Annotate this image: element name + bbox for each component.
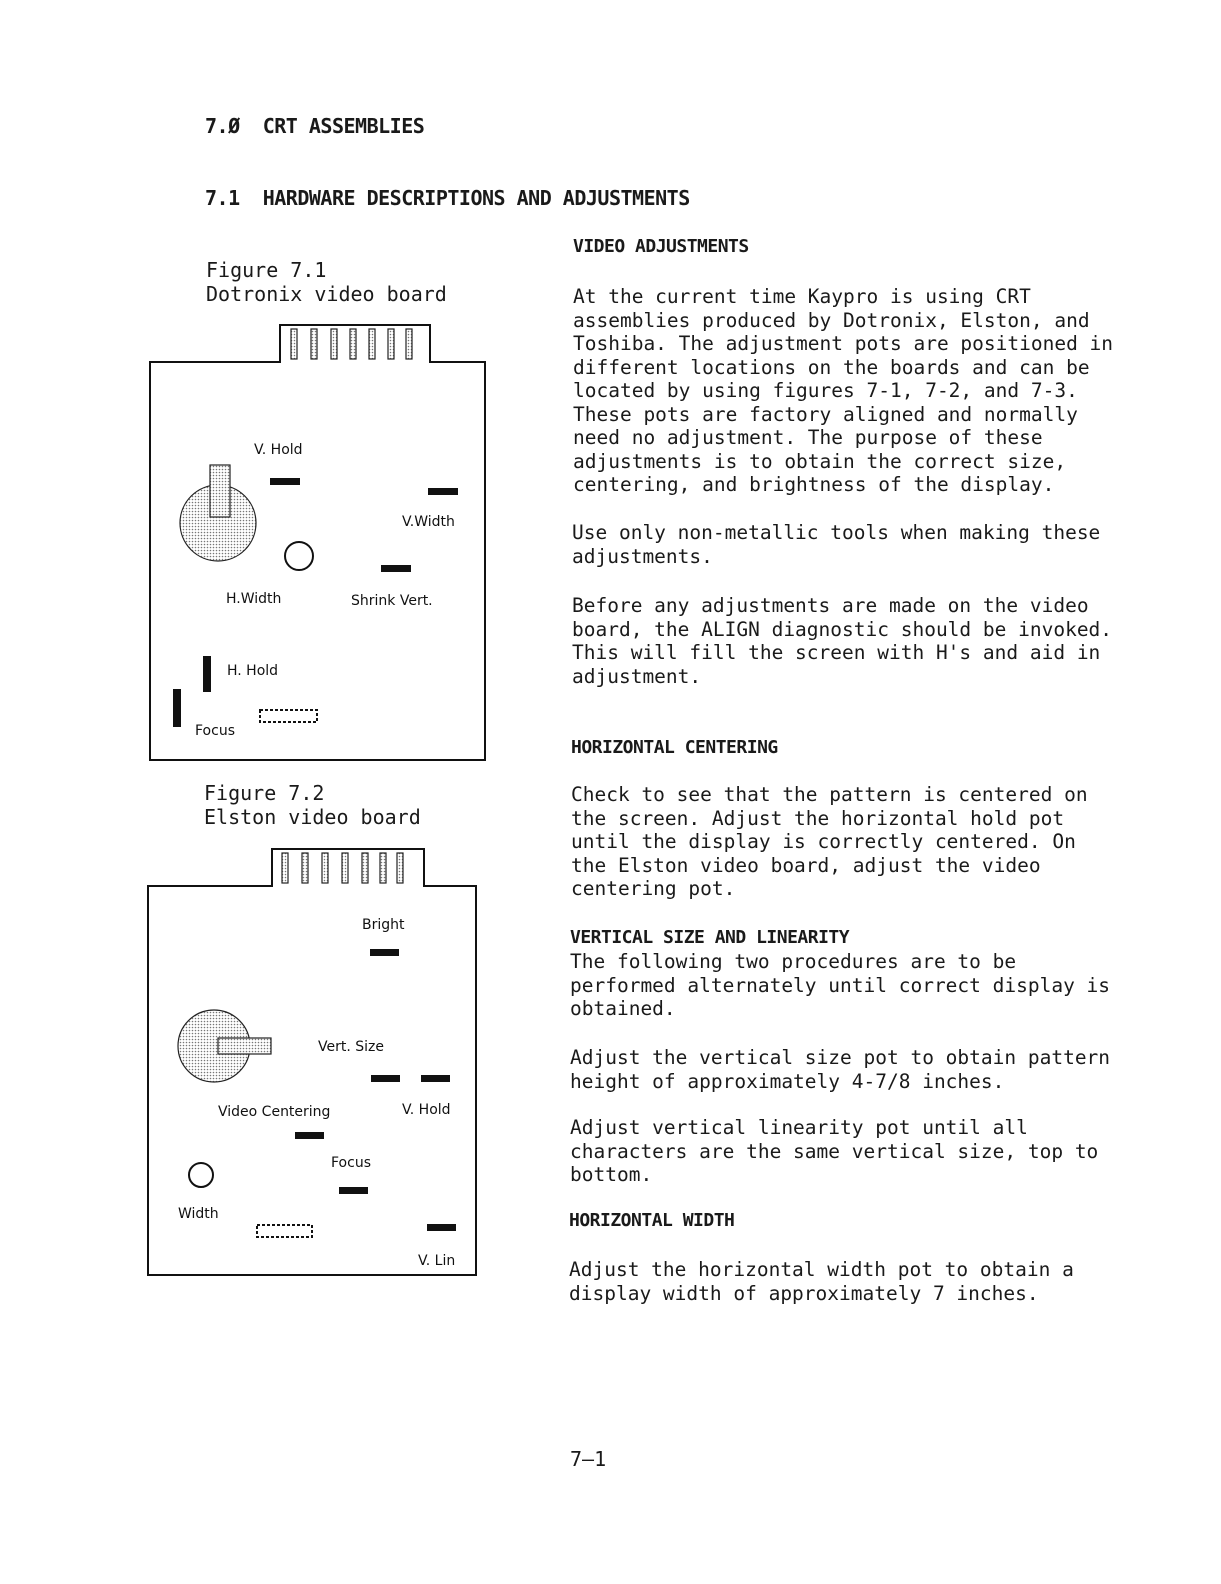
label-v-hold: V. Hold <box>402 1102 451 1118</box>
horizontal-width-heading: HORIZONTAL WIDTH <box>569 1210 735 1231</box>
figure2-caption <box>204 781 421 829</box>
label-focus: Focus <box>195 723 235 739</box>
v-hold-pot <box>270 478 300 485</box>
figure1-caption <box>206 258 447 306</box>
v-lin-pot <box>427 1224 456 1231</box>
h-width-pot <box>285 542 313 570</box>
horizontal-width-para: Adjust the horizontal width pot to obtain a display width of approximately 7 inches. <box>569 1258 1074 1305</box>
vertical-size-para1: The following two procedures are to be performed alternately until correct display is obtained. <box>570 950 1111 1020</box>
h-hold-pot <box>203 656 211 692</box>
label-v-lin: V. Lin <box>418 1253 456 1269</box>
video-adjustments-para2: Use only non-metallic tools when making these adjustments. <box>572 521 1101 568</box>
vertical-size-para2: Adjust the vertical size pot to obtain pattern height of approximately 4-7/8 inches. <box>570 1046 1111 1093</box>
video-adjustments-para3: Before any adjustments are made on the video board, the ALIGN diagnostic should be invoked. This will fill the screen with H's and aid in adjustment. <box>572 594 1113 688</box>
page-number: 7—1 <box>570 1447 607 1471</box>
subsection-heading <box>205 186 690 210</box>
horizontal-centering-heading: HORIZONTAL CENTERING <box>571 737 778 758</box>
focus-pot <box>173 689 181 727</box>
bright-pot <box>370 949 399 956</box>
subsection-number: 7.1 <box>205 186 240 210</box>
label-width: Width <box>178 1206 219 1222</box>
label-h-hold: H. Hold <box>227 663 279 679</box>
edge-connector <box>291 329 412 359</box>
edge-connector <box>282 853 403 883</box>
v-hold-pot <box>421 1075 450 1082</box>
video-centering-pot <box>295 1132 324 1139</box>
figure1-board-diagram <box>140 315 500 770</box>
v-width-pot <box>428 488 458 495</box>
focus-pot <box>339 1187 368 1194</box>
shrink-vert-pot <box>381 565 411 572</box>
section-title: CRT ASSEMBLIES <box>262 114 425 138</box>
label-vert-size: Vert. Size <box>318 1039 384 1055</box>
figure2-caption-number: Figure 7.2 <box>204 781 325 805</box>
label-shrink-vert: Shrink Vert. <box>351 593 433 609</box>
width-pot <box>189 1163 213 1187</box>
figure1-caption-number: Figure 7.1 <box>206 258 327 282</box>
figure2-caption-title: Elston video board <box>204 805 421 829</box>
subsection-title: HARDWARE DESCRIPTIONS AND ADJUSTMENTS <box>262 186 690 210</box>
socket-clip <box>218 1038 271 1054</box>
label-h-width: H.Width <box>226 591 282 607</box>
vert-size-pot <box>371 1075 400 1082</box>
video-adjustments-para1: At the current time Kaypro is using CRT assemblies produced by Dotronix, Elston, and Toshiba. The adjustment pots are positioned in different locations on the boards and can be located by using figures 7-1, 7-2, and 7-3. These pots are factory aligned and normally need no adjustment. The purpose of these adjustments is to obtain the correct size, centering, and brightness of the display. <box>573 285 1114 496</box>
label-focus: Focus <box>331 1155 371 1171</box>
figure1-caption-title: Dotronix video board <box>206 282 447 306</box>
section-number: 7.Ø <box>205 114 240 138</box>
vertical-size-para3: Adjust vertical linearity pot until all characters are the same vertical size, top to bottom. <box>570 1116 1099 1186</box>
horizontal-centering-para: Check to see that the pattern is centered on the screen. Adjust the horizontal hold pot until the display is correctly centered. On the Elston video board, adjust the video centering pot. <box>571 783 1088 900</box>
connector-block <box>257 1225 312 1237</box>
label-video-centering: Video Centering <box>218 1104 331 1120</box>
socket-clip <box>210 465 230 517</box>
video-adjustments-heading: VIDEO ADJUSTMENTS <box>573 236 749 257</box>
label-v-hold: V. Hold <box>254 442 303 458</box>
connector-block <box>260 710 317 722</box>
label-v-width: V.Width <box>402 514 455 530</box>
section-heading <box>205 114 424 138</box>
label-bright: Bright <box>362 917 405 933</box>
vertical-size-heading: VERTICAL SIZE AND LINEARITY <box>570 927 850 948</box>
